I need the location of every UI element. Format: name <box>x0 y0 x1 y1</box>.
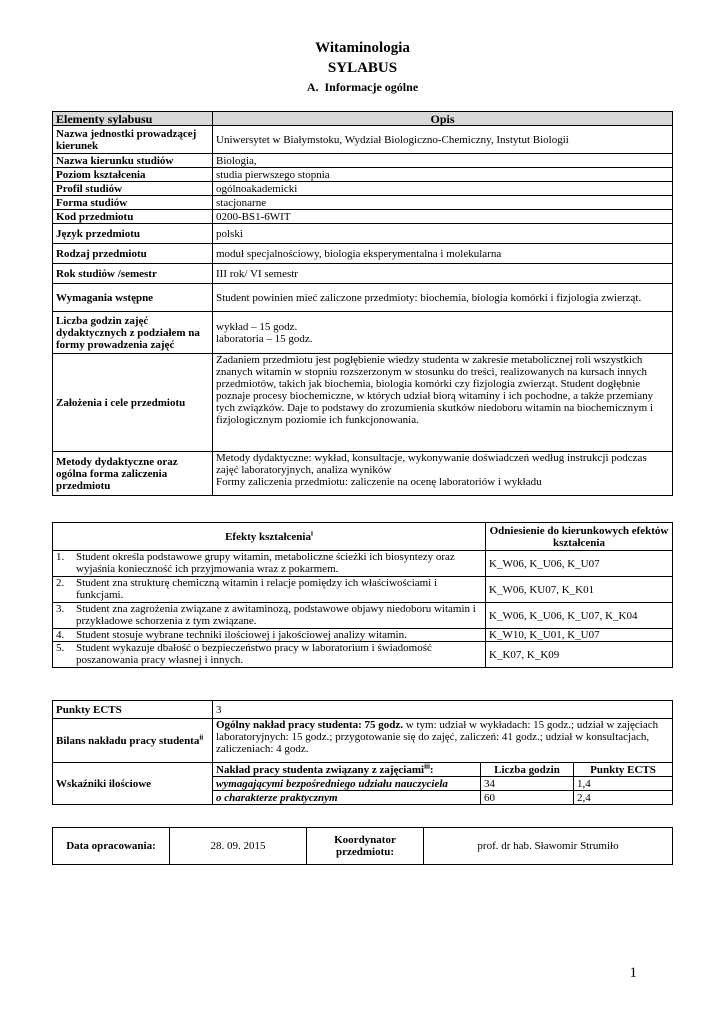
effect-text: Student stosuje wybrane techniki ilościowej i jakościowej analizy witamin. <box>73 629 486 642</box>
page-number: 1 <box>629 965 637 981</box>
row-label: Poziom kształcenia <box>53 168 213 182</box>
indicator-ects: 2,4 <box>574 791 673 805</box>
effects-table <box>52 522 673 668</box>
row-value: ogólnoakademicki <box>213 182 673 196</box>
row-value: 0200-BS1-6WIT <box>213 210 673 224</box>
col-ects: Punkty ECTS <box>574 763 673 777</box>
row-value: polski <box>213 224 673 244</box>
footnote-ref: i <box>310 528 313 537</box>
indicators-head-colon: : <box>429 763 434 776</box>
row-label: Założenia i cele przedmiotu <box>53 354 213 452</box>
row-value: stacjonarne <box>213 196 673 210</box>
effect-text: Student wykazuje dbałość o bezpieczeństwo pracy w laboratorium i świadomość poszanowania pracy własnej i innych. <box>73 642 486 668</box>
row-label: Język przedmiotu <box>53 224 213 244</box>
effect-ref: K_W06, KU07, K_K01 <box>486 577 673 603</box>
effect-ref: K_W10, K_U01, K_U07 <box>486 629 673 642</box>
ects-label: Punkty ECTS <box>53 701 213 719</box>
indicator-hours: 34 <box>481 777 574 791</box>
date-value: 28. 09. 2015 <box>170 828 307 865</box>
balance-label-text: Bilans nakładu pracy studenta <box>56 734 200 747</box>
footer-table <box>52 827 673 865</box>
effects-head-left <box>53 523 486 551</box>
coordinator-label: Koordynator przedmiotu: <box>307 828 424 865</box>
row-label: Rok studiów /semestr <box>53 264 213 284</box>
row-value: Uniwersytet w Białymstoku, Wydział Biologiczno-Chemiczny, Instytut Biologii <box>213 126 673 154</box>
effect-number: 4. <box>53 629 74 642</box>
row-label: Kod przedmiotu <box>53 210 213 224</box>
balance-label <box>53 719 213 763</box>
row-value: Biologia, <box>213 154 673 168</box>
row-label: Rodzaj przedmiotu <box>53 244 213 264</box>
syllabus-head-left: Elementy sylabusu <box>53 112 213 126</box>
row-value: moduł specjalnościowy, biologia eksperymentalna i molekularna <box>213 244 673 264</box>
ects-value: 3 <box>213 701 673 719</box>
indicator-row-label: wymagającymi bezpośredniego udziału nauczyciela <box>213 777 481 791</box>
indicator-ects: 1,4 <box>574 777 673 791</box>
date-label: Data opracowania: <box>53 828 170 865</box>
effect-ref: K_W06, K_U06, K_U07, K_K04 <box>486 603 673 629</box>
section-name: Informacje ogólne <box>324 80 419 94</box>
document-title: Witaminologia <box>315 40 410 56</box>
effects-head-right: Odniesienie do kierunkowych efektów kształcenia <box>486 523 673 551</box>
balance-breakdown: w tym: udział w wykładach: 15 godz.; udział w zajęciach laboratoryjnych: 15 godz.; przygotowanie się do zajęć, zaliczeń: 41 godz.; udział w konsultacjach, zaliczeniach: 4 godz. <box>216 719 659 755</box>
effect-ref: K_K07, K_K09 <box>486 642 673 668</box>
effect-number: 3. <box>53 603 74 629</box>
document-subtitle: SYLABUS <box>327 60 398 76</box>
effect-text: Student zna zagrożenia związane z awitaminozą, podstawowe objawy niedoboru witamin i przykładowe schorzenia z tym związane. <box>73 603 486 629</box>
effect-ref: K_W06, K_U06, K_U07 <box>486 551 673 577</box>
indicator-row-label: o charakterze praktycznym <box>213 791 481 805</box>
section-title <box>0 80 725 95</box>
col-hours: Liczba godzin <box>481 763 574 777</box>
row-value: III rok/ VI semestr <box>213 264 673 284</box>
indicator-hours: 60 <box>481 791 574 805</box>
coordinator-value: prof. dr hab. Sławomir Strumiło <box>424 828 673 865</box>
footnote-ref: ii <box>199 732 204 741</box>
hours-lab: laboratoria – 15 godz. <box>216 332 313 345</box>
row-label: Profil studiów <box>53 182 213 196</box>
balance-total: Ogólny nakład pracy studenta: 75 godz. <box>216 719 404 731</box>
effect-text: Student zna strukturę chemiczną witamin i relacje pomiędzy ich właściwościami i funkcjami. <box>73 577 486 603</box>
row-label: Metody dydaktyczne oraz ogólna forma zaliczenia przedmiotu <box>53 452 213 496</box>
row-label: Liczba godzin zajęć dydaktycznych z podziałem na formy prowadzenia zajęć <box>53 312 213 354</box>
assessment-text: Formy zaliczenia przedmiotu: zaliczenie na ocenę laboratoriów i wykładu <box>216 476 542 488</box>
ects-table <box>52 700 673 805</box>
balance-value <box>213 719 673 763</box>
effect-text: Student określa podstawowe grupy witamin, metaboliczne ścieżki ich biosyntezy oraz wyjaśnia konieczność ich przyjmowania wraz z pokarmem. <box>73 551 486 577</box>
effects-head-text: Efekty kształcenia <box>225 530 311 543</box>
syllabus-table <box>52 111 673 496</box>
methods-text: Metody dydaktyczne: wykład, konsultacje, wykonywanie doświadczeń według instrukcji podczas zajęć laboratoryjnych, analiza wyników <box>216 452 647 476</box>
effect-number: 5. <box>53 642 74 668</box>
row-value <box>213 312 673 354</box>
indicators-head <box>213 763 481 777</box>
row-label: Nazwa jednostki prowadzącej kierunek <box>53 126 213 154</box>
row-value: Zadaniem przedmiotu jest pogłębienie wiedzy studenta w zakresie metabolicznej roli wszystkich znanych witamin w stopniu rozszerzonym w stosunku do treści, realizowanych na kursach innych przedmiotów, takich jak biochemia, biologia komórki czy fizjologia zwierząt. Student dogłębnie poznaje procesy biochemiczne, w których udział biorą witaminy i ich pochodne, a także przemiany tych związków. Daje to podstawy do zrozumienia skutków niedoboru witamin na biochemicznym i fizjologicznym poziomie ich funkcjonowania. <box>213 354 673 452</box>
indicators-head-text: Nakład pracy studenta związany z zajęciami <box>216 763 425 776</box>
indicators-label: Wskaźniki ilościowe <box>53 763 213 805</box>
row-value: studia pierwszego stopnia <box>213 168 673 182</box>
row-value <box>213 452 673 496</box>
hours-lecture: wykład – 15 godz. <box>216 320 298 333</box>
row-label: Forma studiów <box>53 196 213 210</box>
row-label: Nazwa kierunku studiów <box>53 154 213 168</box>
section-marker: A. <box>306 80 319 94</box>
row-label: Wymagania wstępne <box>53 284 213 312</box>
effect-number: 2. <box>53 577 74 603</box>
syllabus-head-right: Opis <box>213 112 673 126</box>
footnote-ref: iii <box>424 761 430 770</box>
row-value: Student powinien mieć zaliczone przedmioty: biochemia, biologia komórki i fizjologia zwierząt. <box>213 284 673 312</box>
effect-number: 1. <box>53 551 74 577</box>
